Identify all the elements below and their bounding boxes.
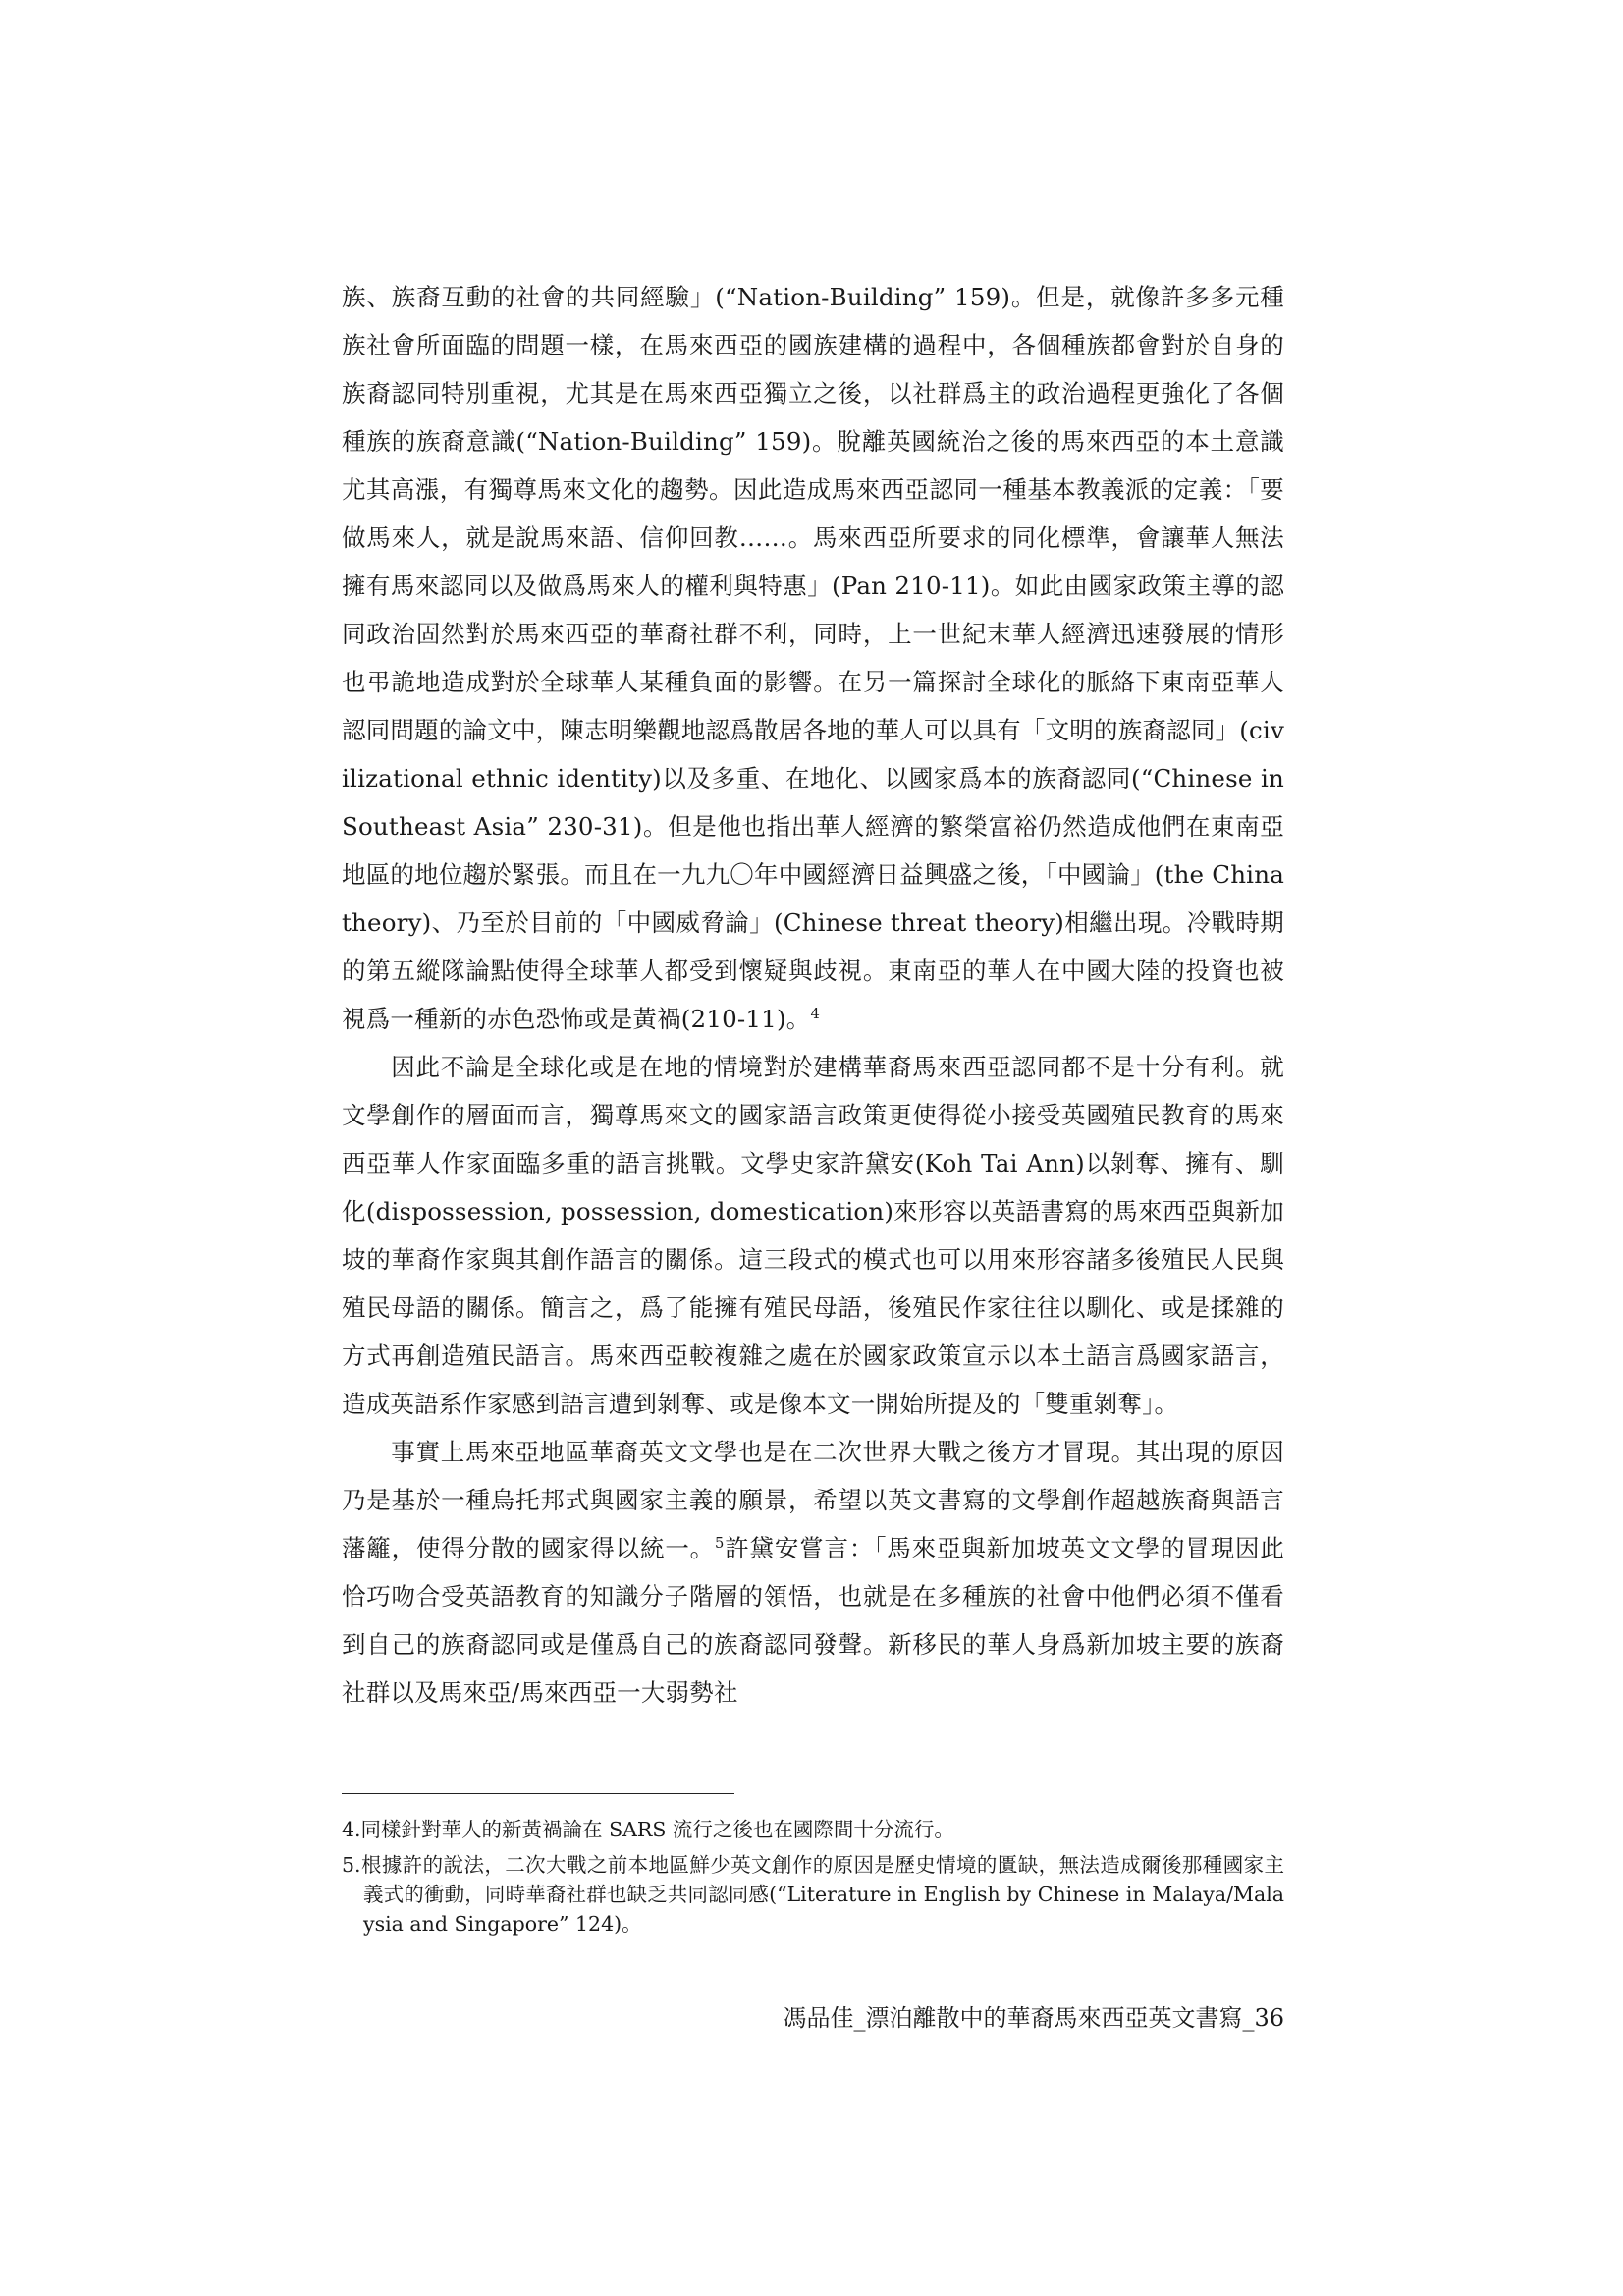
footnote-ref-5[interactable]: 5 xyxy=(715,1534,725,1552)
paragraph-1-text: 族、族裔互動的社會的共同經驗」(“Nation-Building” 159)。但是，就像許多多元種族社會所面臨的問題一樣，在馬來西亞的國族建構的過程中，各個種族都會對於自身的族裔認同特別重視，尤其是在馬來西亞獨立之後，以社群爲主的政治過程更強化了各個種族的族裔意識(“Nation-Building” 159)。脫離英國統治之後的馬來西亞的本土意識尤其高漲，有獨尊馬來文化的趨勢。因此造成馬來西亞認同一種基本教義派的定義：「要做馬來人，就是說馬來語、信仰回教……。馬來西亞所要求的同化標準，會讓華人無法擁有馬來認同以及做爲馬來人的權利與特惠」(Pan 210-11)。如此由國家政策主導的認同政治固然對於馬來西亞的華裔社群不利，同時，上一世紀末華人經濟迅速發展的情形也弔詭地造成對於全球華人某種負面的影響。在另一篇探討全球化的脈絡下東南亞華人認同問題的論文中，陳志明樂觀地認爲散居各地的華人可以具有「文明的族裔認同」(civilizational ethnic identity)以及多重、在地化、以國家爲本的族裔認同(“Chinese in Southeast Asia” 230-31)。但是他也指出華人經濟的繁榮富裕仍然造成他們在東南亞地區的地位趨於緊張。而且在一九九〇年中國經濟日益興盛之後，「中國論」(the China theory)、乃至於目前的「中國威脅論」(Chinese threat theory)相繼出現。冷戰時期的第五縱隊論點使得全球華人都受到懷疑與歧視。東南亞的華人在中國大陸的投資也被視爲一種新的赤色恐怖或是黃禍(210-11)。 xyxy=(342,283,1284,1033)
paragraph-3-text-b: 許黛安嘗言：「馬來亞與新加坡英文文學的冒現因此恰巧吻合受英語教育的知識分子階層的領悟，也就是在多種族的社會中他們必須不僅看到自己的族裔認同或是僅爲自己的族裔認同發聲。新移民的華人身爲新加坡主要的族裔社群以及馬來亞/馬來西亞一大弱勢社 xyxy=(342,1534,1284,1707)
paragraph-3-text-a: 事實上馬來亞地區華裔英文文學也是在二次世界大戰之後方才冒現。其出現的原因乃是基於一種烏托邦式與國家主義的願景，希望以英文書寫的文學創作超越族裔與語言藩籬，使得分散的國家得以統一。 xyxy=(342,1438,1284,1562)
paragraph-2-text: 因此不論是全球化或是在地的情境對於建構華裔馬來西亞認同都不是十分有利。就文學創作的層面而言，獨尊馬來文的國家語言政策更使得從小接受英國殖民教育的馬來西亞華人作家面臨多重的語言挑戰。文學史家許黛安(Koh Tai Ann)以剝奪、擁有、馴化(dispossession, possession, domestication)來形容以英語書寫的馬來西亞與新加坡的華裔作家與其創作語言的關係。這三段式的模式也可以用來形容諸多後殖民人民與殖民母語的關係。簡言之，爲了能擁有殖民母語，後殖民作家往往以馴化、或是揉雜的方式再創造殖民語言。馬來西亞較複雜之處在於國家政策宣示以本土語言爲國家語言，造成英語系作家感到語言遭到剝奪、或是像本文一開始所提及的「雙重剝奪」。 xyxy=(342,1053,1284,1418)
paragraph-1 xyxy=(342,273,1284,1043)
footnote-5: 5.根據許的說法，二次大戰之前本地區鮮少英文創作的原因是歷史情境的匱缺，無法造成爾後那種國家主義式的衝動，同時華裔社群也缺乏共同認同感(“Literature in English by Chinese in Malaya/Malaysia and Singapore” 124)。 xyxy=(342,1853,1284,1936)
paragraph-2 xyxy=(342,1043,1284,1428)
footnote-ref-4[interactable]: 4 xyxy=(810,1005,820,1022)
footnote-divider xyxy=(342,1793,734,1794)
footnote-4: 4.同樣針對華人的新黃禍論在 SARS 流行之後也在國際間十分流行。 xyxy=(342,1818,954,1841)
running-footer: 馮品佳_漂泊離散中的華裔馬來西亞英文書寫_36 xyxy=(783,2004,1284,2032)
paragraph-3 xyxy=(342,1428,1284,1717)
main-body-text xyxy=(342,273,1284,1717)
footnotes-section xyxy=(342,1815,1284,1944)
